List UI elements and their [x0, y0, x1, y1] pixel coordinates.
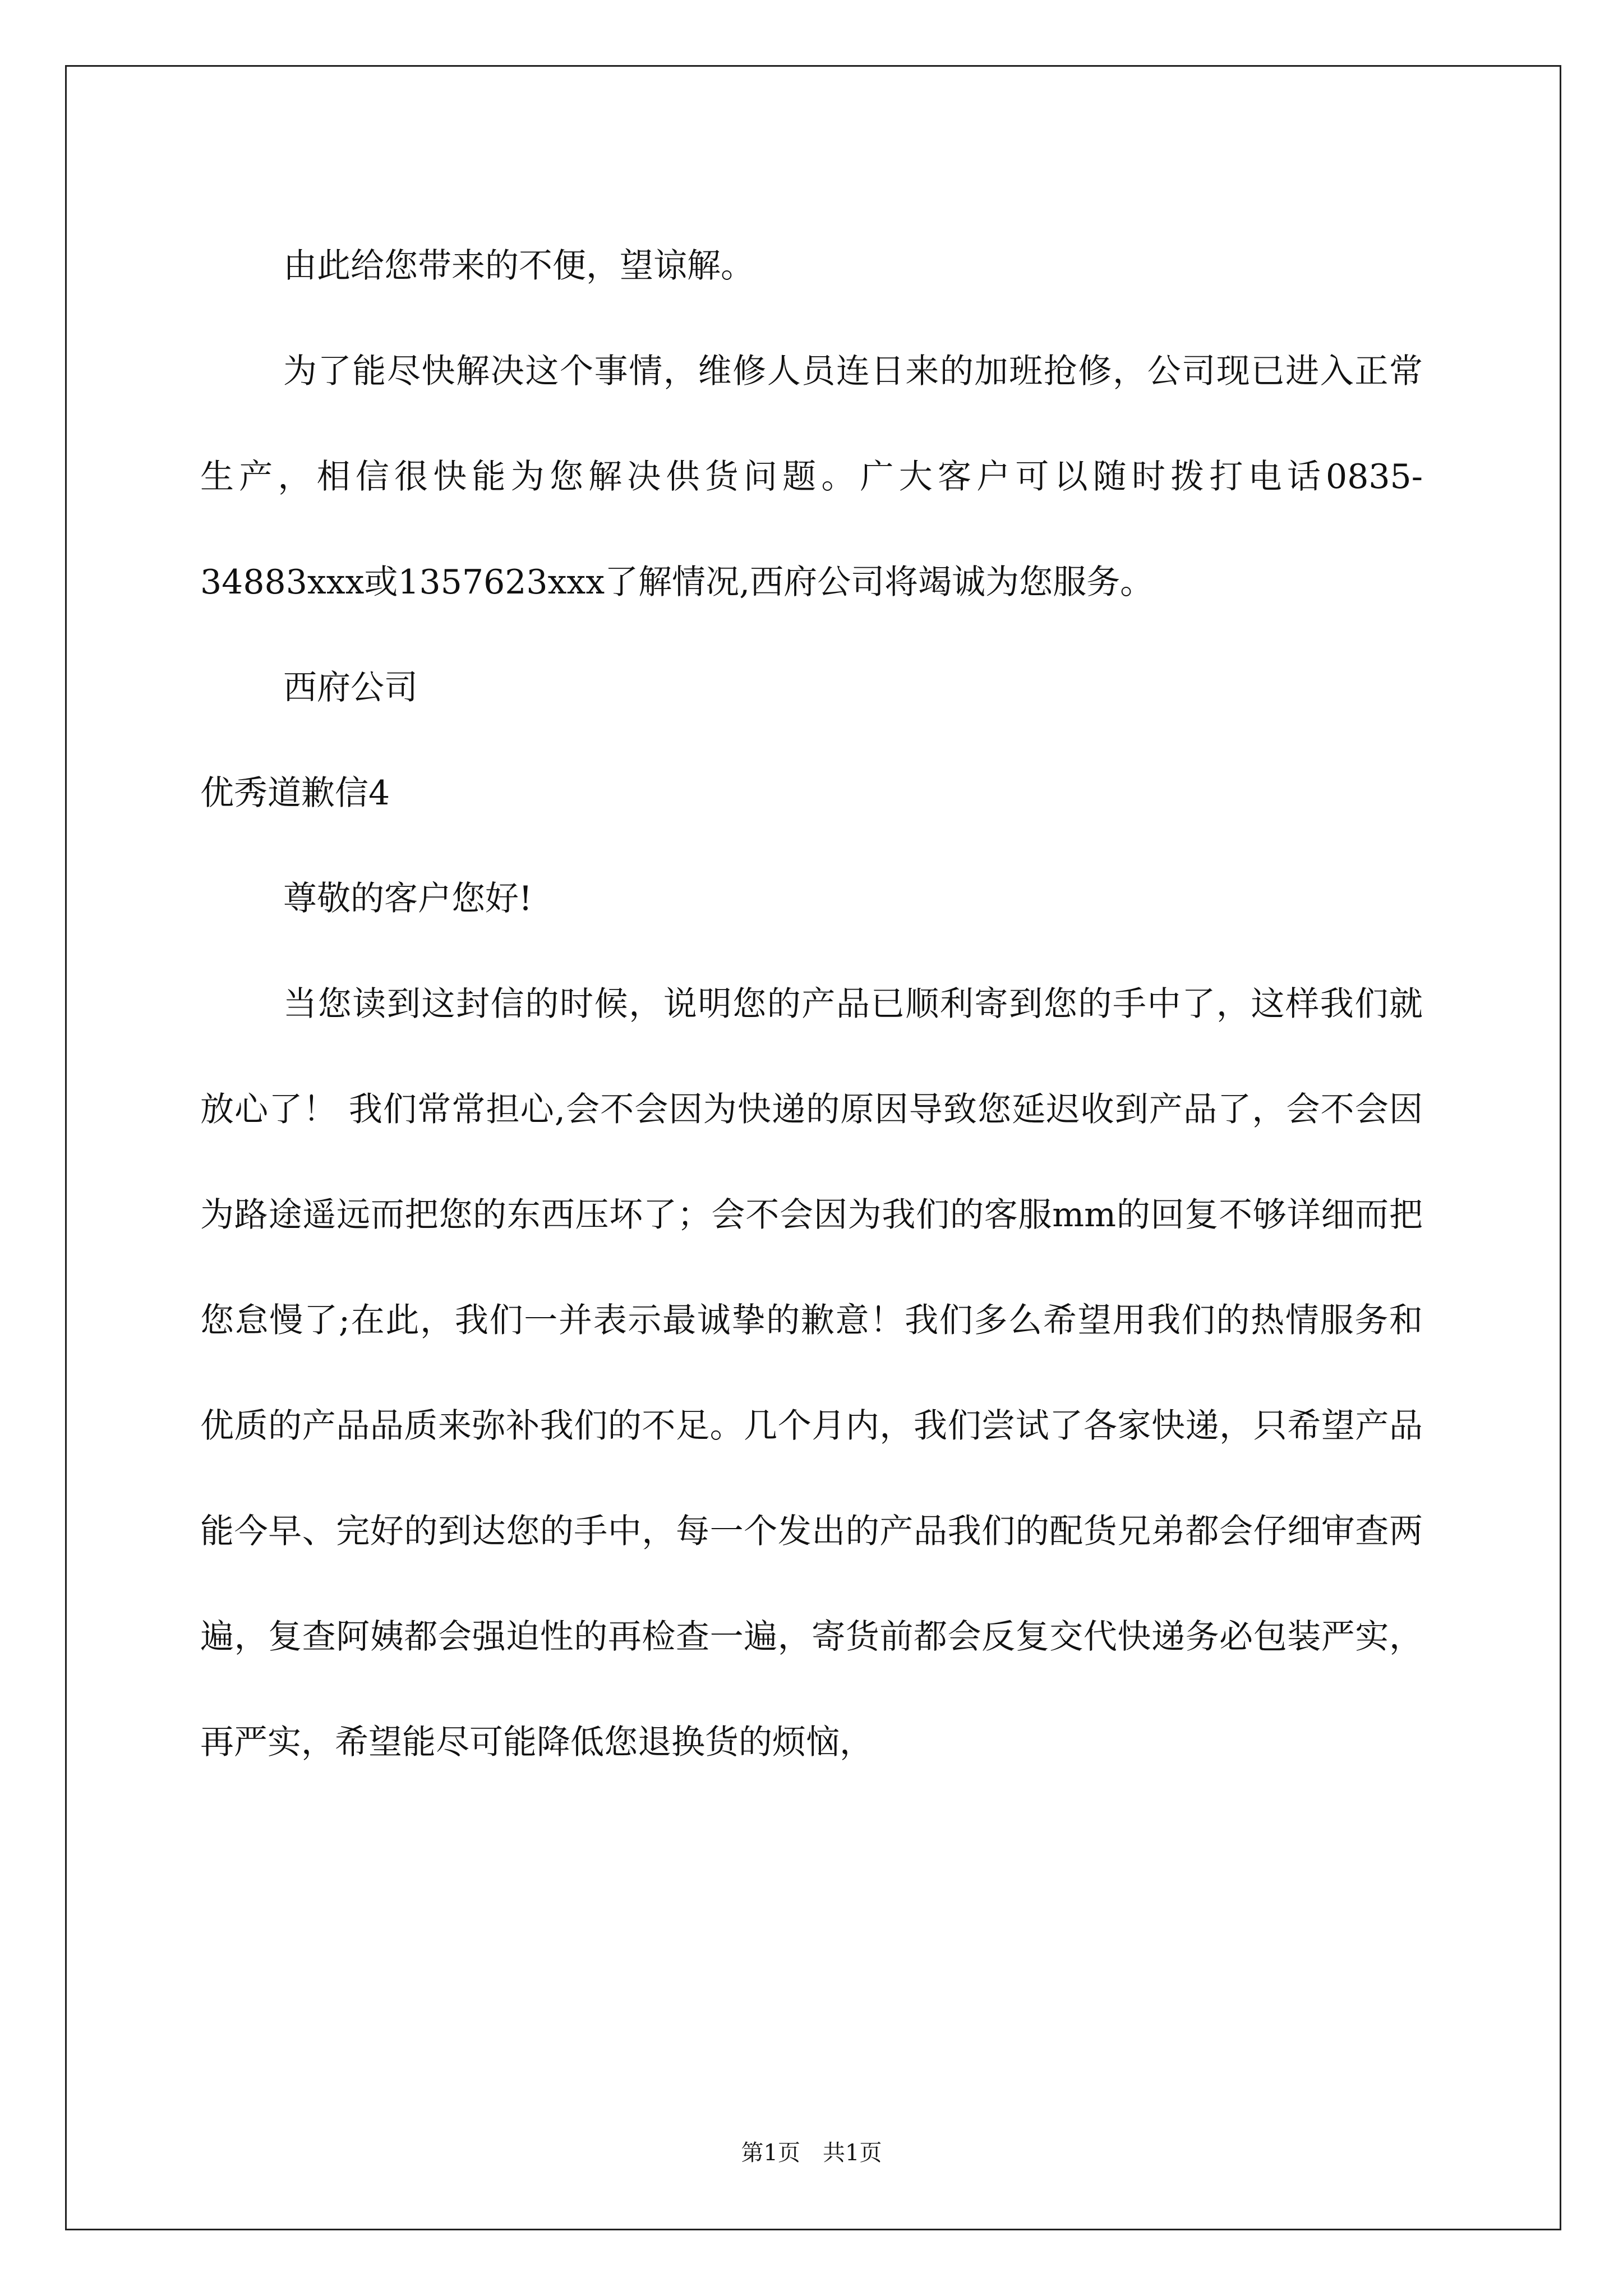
- paragraph-repair-notice: 为了能尽快解决这个事情，维修人员连日来的加班抢修，公司现已进入正常生产，相信很快能为您解决供货问题。广大客户可以随时拨打电话0835-34883xxx或1357623xxx了解情况,西府公司将竭诚为您服务。: [200, 352, 1423, 602]
- paragraph-apology-inconvenience: 由此给您带来的不便，望谅解。: [283, 246, 754, 286]
- paragraph-greeting: 尊敬的客户您好!: [283, 879, 533, 918]
- paragraph-letter-body: 当您读到这封信的时候，说明您的产品已顺利寄到您的手中了，这样我们就放心了！ 我们常常担心,会不会因为快递的原因导致您延迟收到产品了，会不会因为路途遥远而把您的东西压坏了；会不会因为我们的客服mm的回复不够详细而把您怠慢了;在此，我们一并表示最诚挚的歉意！我们多么希望用我们的热情服务和优质的产品品质来弥补我们的不足。几个月内，我们尝试了各家快递，只希望产品能今早、完好的到达您的手中，每一个发出的产品我们的配货兄弟都会仔细审查两遍，复查阿姨都会强迫性的再检查一遍，寄货前都会反复交代快递务必包装严实，再严实，希望能尽可能降低您退换货的烦恼，: [200, 984, 1423, 1762]
- paragraph-signature: 西府公司: [283, 668, 418, 707]
- page-footer: 第1页 共1页: [741, 2140, 882, 2166]
- section-heading: 优秀道歉信4: [200, 774, 390, 813]
- document-body: [200, 213, 1423, 1795]
